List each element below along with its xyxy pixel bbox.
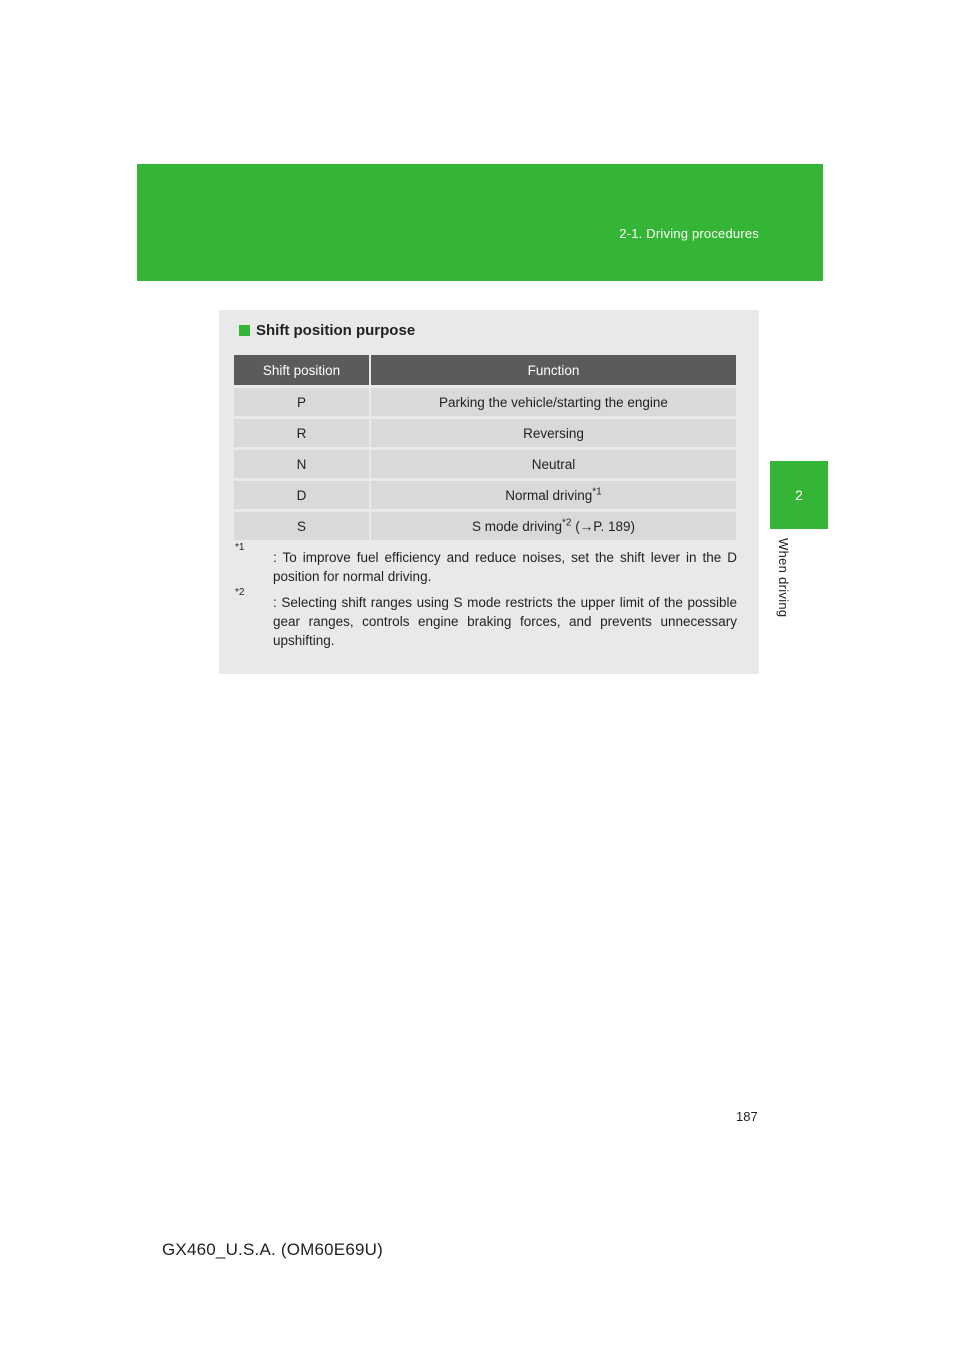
chapter-label: When driving	[776, 538, 791, 618]
function-text: S mode driving	[471, 518, 563, 534]
shift-position-cell: R	[234, 418, 370, 449]
function-cell	[370, 449, 736, 480]
table-row	[234, 449, 736, 480]
header-band	[137, 164, 823, 281]
footnote-text: : Selecting shift ranges using S mode restricts the upper limit of the possible gear ranges, controls engine braking forces, and prevents unnecessary upshifting.	[273, 595, 737, 648]
table-row	[234, 511, 736, 541]
section-title: 2-1. Driving procedures	[619, 226, 759, 241]
function-cell	[370, 387, 736, 418]
function-text: Parking the vehicle/starting the engine	[439, 394, 668, 410]
table-row	[234, 418, 736, 449]
page-reference-link[interactable]: (→P. 189)	[571, 518, 636, 534]
footnote-ref: *1	[592, 486, 602, 497]
footnote-1: *1 : To improve fuel efficiency and reduce noises, set the shift lever in the D position for normal driving.	[235, 542, 737, 584]
box-heading-text: Shift position purpose	[256, 322, 416, 339]
footnote-ref: *2	[562, 517, 572, 528]
function-text: Neutral	[531, 456, 576, 472]
shift-position-cell: D	[234, 480, 370, 511]
column-header-shift-position: Shift position	[234, 355, 370, 387]
function-cell	[370, 480, 736, 511]
shift-position-cell: N	[234, 449, 370, 480]
document-code: GX460_U.S.A. (OM60E69U)	[162, 1240, 383, 1259]
box-heading	[239, 322, 415, 339]
page-number: 187	[736, 1109, 758, 1124]
shift-position-table	[234, 355, 736, 540]
table-row	[234, 480, 736, 511]
footnote-2: *2 : Selecting shift ranges using S mode restricts the upper limit of the possible gear ranges, controls engine braking forces, and prevents unnecessary upshifting.	[235, 587, 737, 648]
footnotes	[235, 542, 737, 657]
table-row	[234, 387, 736, 418]
function-cell	[370, 418, 736, 449]
table-header-row	[234, 355, 736, 387]
footnote-text: : To improve fuel efficiency and reduce noises, set the shift lever in the D position for normal driving.	[273, 550, 737, 584]
function-text: Normal driving	[505, 487, 593, 503]
function-text: Reversing	[523, 425, 584, 441]
shift-position-cell: P	[234, 387, 370, 418]
chapter-tab	[770, 461, 828, 529]
function-cell	[370, 511, 736, 541]
square-bullet-icon	[239, 325, 250, 336]
chapter-number: 2	[795, 487, 803, 503]
shift-position-cell: S	[234, 511, 370, 541]
column-header-function: Function	[370, 355, 736, 387]
info-box	[219, 310, 759, 674]
